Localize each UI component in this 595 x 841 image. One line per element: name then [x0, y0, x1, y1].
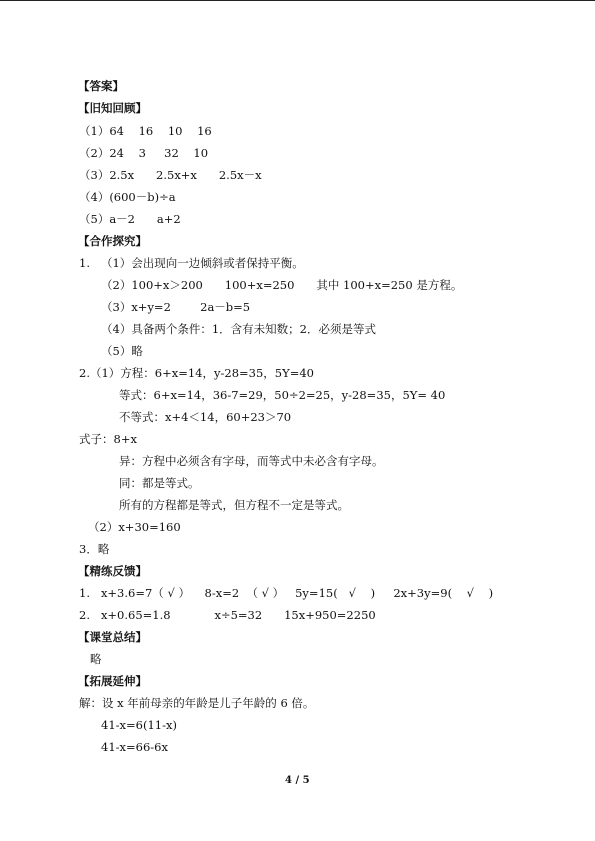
- text-line: 41-x=66-6x: [101, 740, 168, 754]
- text-line: （4）(600－b)÷a: [79, 190, 176, 204]
- text-line: 等式：6+x=14，36-7=29，50÷2=25，y-28=35，5Y= 40: [119, 388, 446, 402]
- section-heading: 【合作探究】: [78, 234, 147, 248]
- text-line: （2）24 3 32 10: [79, 146, 209, 160]
- text-line: （1）64 16 10 16: [79, 124, 212, 138]
- text-line: 异：方程中必须含有字母，而等式中未必含有字母。: [119, 454, 384, 468]
- text-line: 41-x=6(11-x): [101, 718, 177, 732]
- header-rule: [0, 0, 595, 1]
- text-line: （2）x+30=160: [88, 520, 181, 534]
- section-heading: 【拓展延伸】: [78, 674, 147, 688]
- page-number: 4 / 5: [285, 775, 310, 786]
- section-heading: 【课堂总结】: [78, 630, 147, 644]
- text-line: 2. x+0.65=1.8 x÷5=32 15x+950=2250: [79, 608, 376, 622]
- text-line: 解：设 x 年前母亲的年龄是儿子年龄的 6 倍。: [79, 696, 315, 710]
- text-line: 1. （1）会出现向一边倾斜或者保持平衡。: [79, 256, 304, 270]
- text-line: 3．略: [79, 542, 110, 556]
- section-heading: 【精练反馈】: [78, 564, 147, 578]
- section-heading: 【答案】: [78, 79, 124, 93]
- text-line: 2.（1）方程：6+x=14，y-28=35，5Y=40: [79, 366, 314, 380]
- text-line: 同：都是等式。: [119, 476, 200, 490]
- text-line: 1. x+3.6=7（ √ ） 8-x=2 （ √ ） 5y=15( √ ) 2x+3y=9( √ ): [79, 586, 494, 600]
- text-line: （4）具备两个条件：1．含有未知数；2．必须是等式: [101, 322, 376, 336]
- text-line: （5）a－2 a+2: [79, 212, 181, 226]
- text-line: 所有的方程都是等式，但方程不一定是等式。: [119, 498, 349, 512]
- text-line: （3）x+y=2 2a－b=5: [101, 300, 251, 314]
- text-line: （2）100+x＞200 100+x=250 其中 100+x=250 是方程。: [101, 278, 463, 292]
- text-line: （5）略: [101, 344, 143, 358]
- text-line: 略: [90, 652, 102, 666]
- text-line: 式子：8+x: [79, 432, 137, 446]
- section-heading: 【旧知回顾】: [78, 101, 147, 115]
- text-line: 不等式：x+4＜14，60+23＞70: [119, 410, 292, 424]
- text-line: （3）2.5x 2.5x+x 2.5x－x: [79, 168, 262, 182]
